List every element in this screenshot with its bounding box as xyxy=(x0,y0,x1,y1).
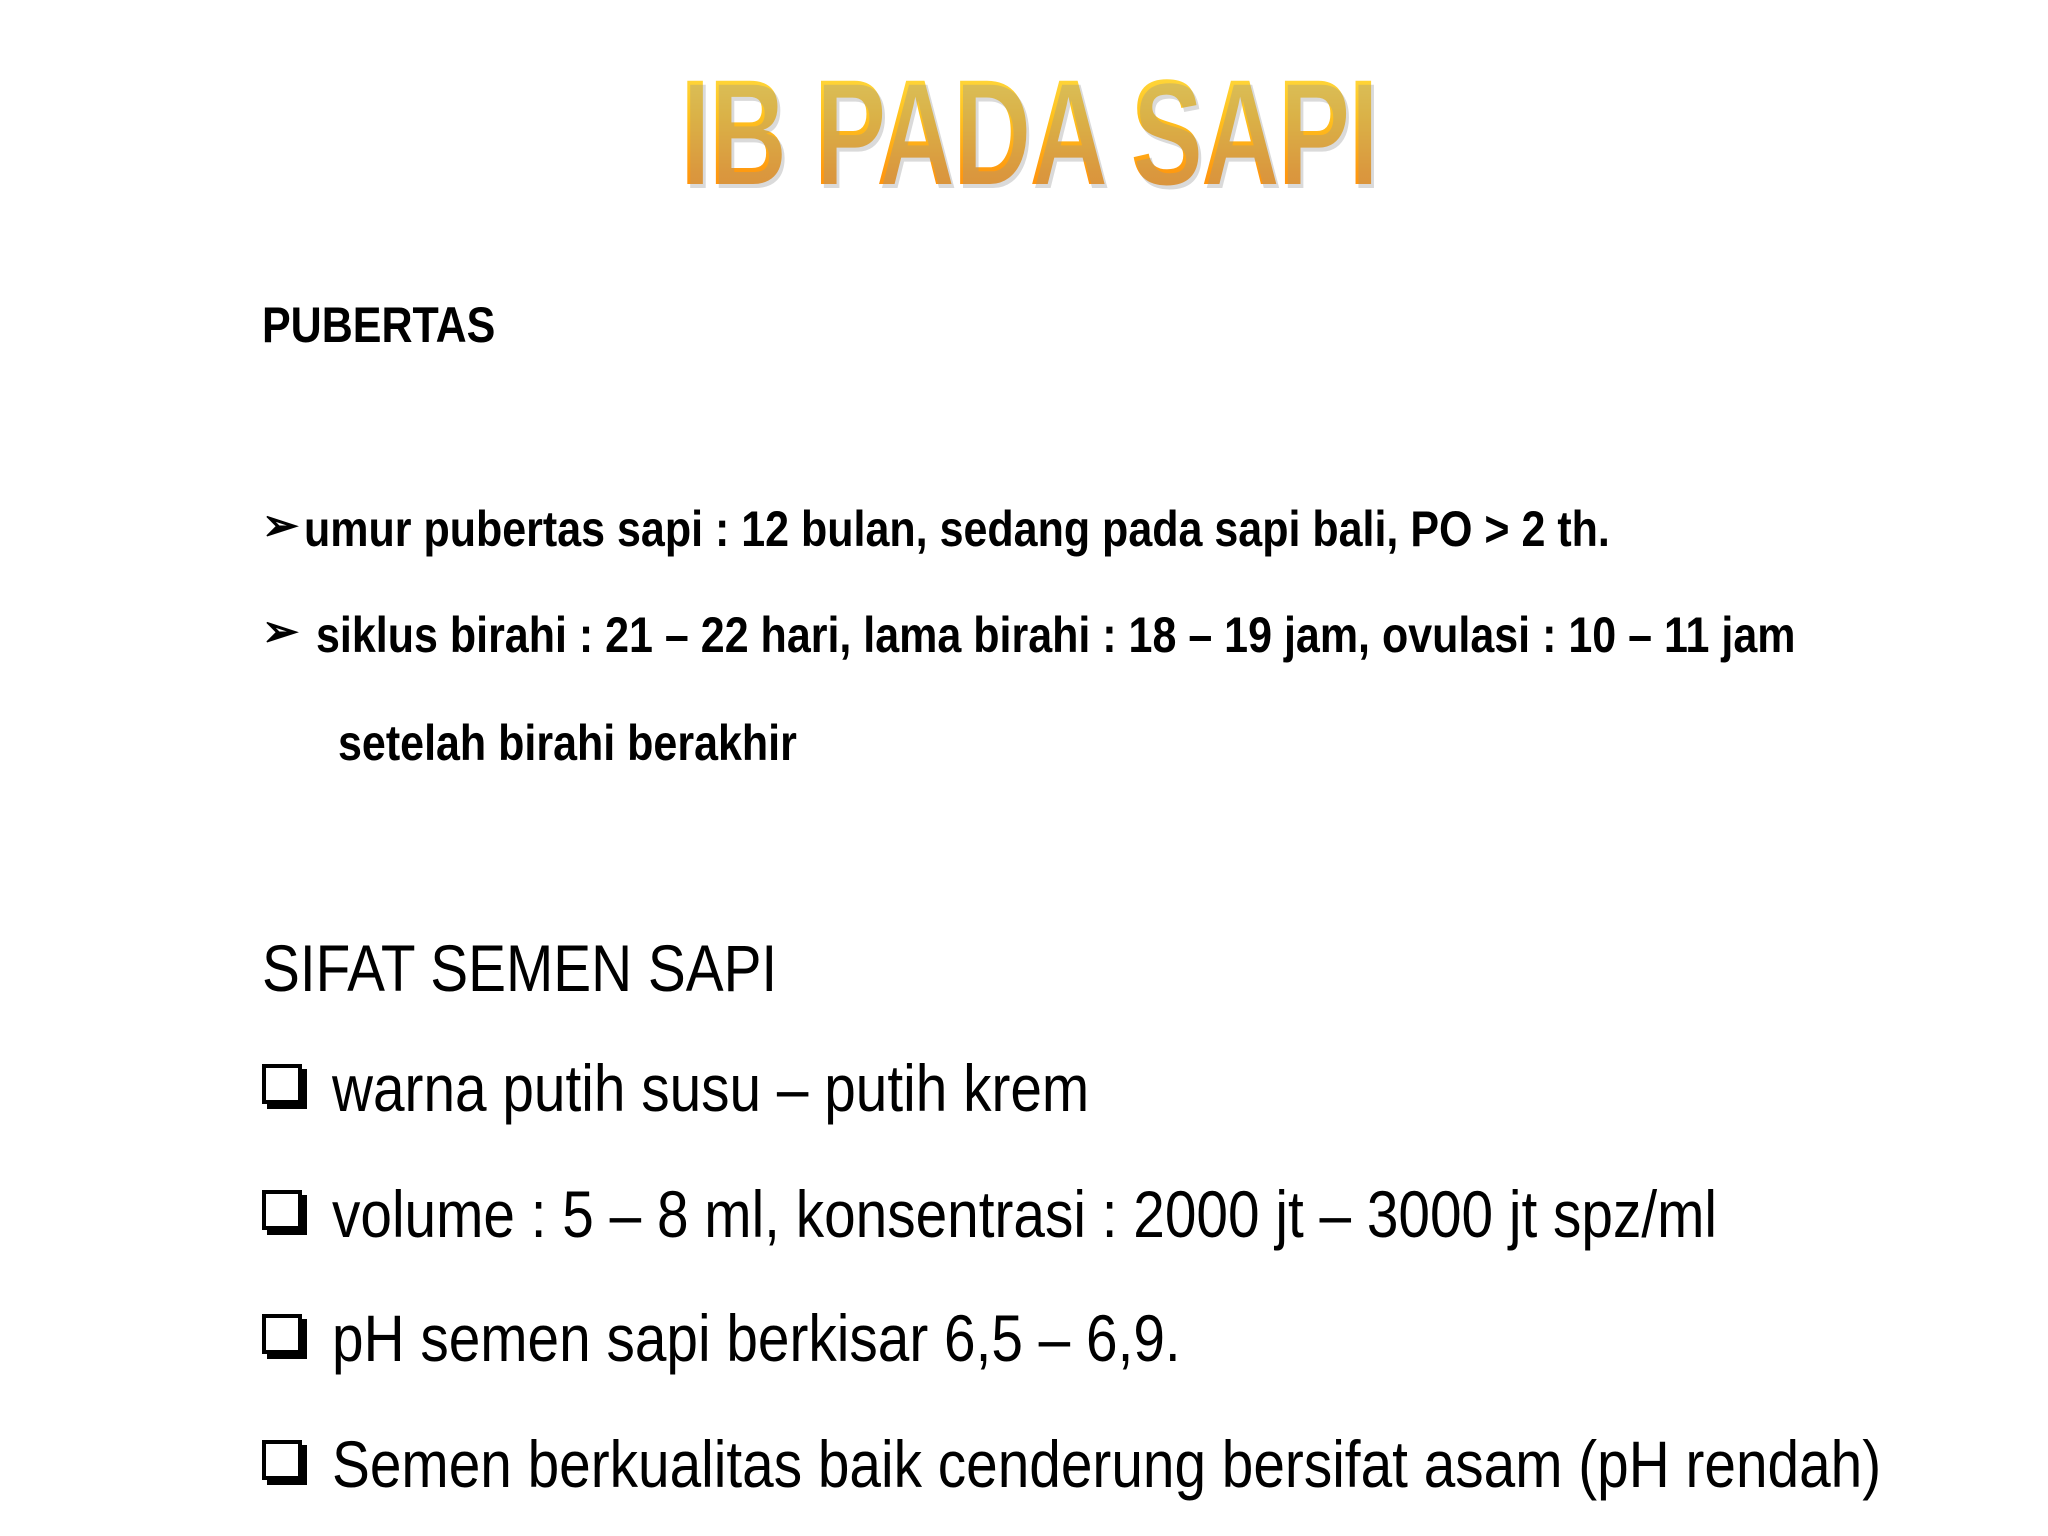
checkbox-bullet-icon xyxy=(262,1190,302,1230)
checkbox-bullet-icon xyxy=(262,1314,302,1354)
pubertas-item-text: umur pubertas sapi : 12 bulan, sedang pada sapi bali, PO > 2 th. xyxy=(304,501,1610,557)
arrow-bullet-icon: ➢ xyxy=(262,501,299,550)
pubertas-list-item xyxy=(262,606,2036,664)
semen-item-text: warna putih susu – putih krem xyxy=(332,1051,1090,1125)
semen-heading: SIFAT SEMEN SAPI xyxy=(262,931,778,1005)
arrow-bullet-icon: ➢ xyxy=(262,607,299,656)
semen-list-item xyxy=(262,1176,1942,1252)
pubertas-list-item xyxy=(262,500,1822,558)
semen-item-text: Semen berkualitas baik cenderung bersifat asam (pH rendah) xyxy=(332,1427,1882,1501)
semen-list-item xyxy=(262,1050,1212,1126)
pubertas-heading: PUBERTAS xyxy=(262,297,496,353)
pubertas-item-text: siklus birahi : 21 – 22 hari, lama birahi : 18 – 19 jam, ovulasi : 10 – 11 jam xyxy=(316,607,1796,663)
semen-list-item xyxy=(262,1426,2048,1502)
semen-list-item xyxy=(262,1300,1319,1376)
semen-item-text: pH semen sapi berkisar 6,5 – 6,9. xyxy=(332,1301,1181,1375)
slide-title: IB PADA SAPI xyxy=(291,52,1766,212)
checkbox-bullet-icon xyxy=(262,1440,302,1480)
semen-item-text: volume : 5 – 8 ml, konsentrasi : 2000 jt – 3000 jt spz/ml xyxy=(332,1177,1718,1251)
checkbox-bullet-icon xyxy=(262,1064,302,1104)
pubertas-item-continuation: setelah birahi berakhir xyxy=(338,715,797,771)
